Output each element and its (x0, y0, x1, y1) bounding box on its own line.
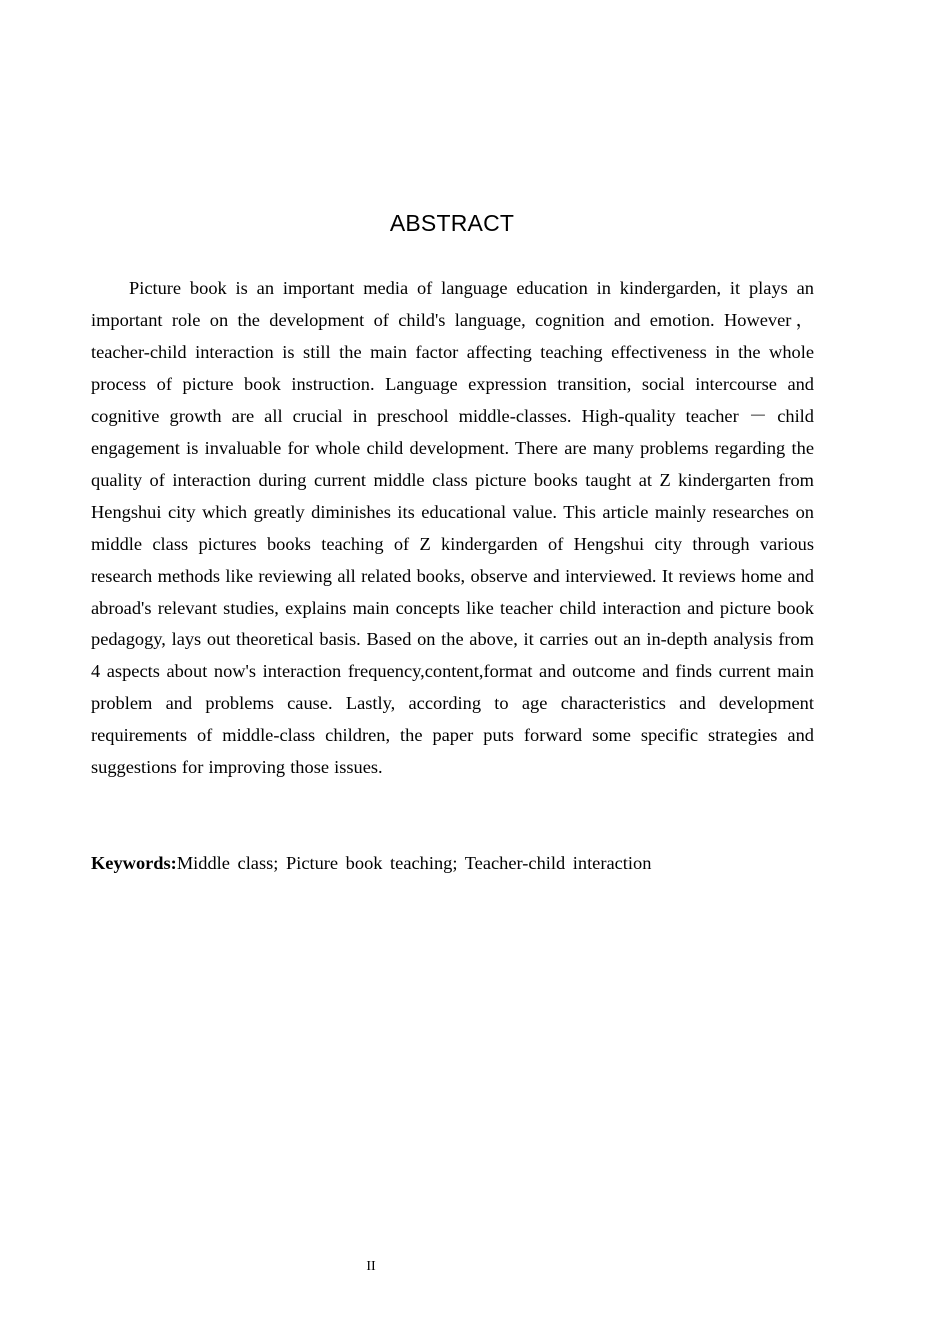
keywords-label: Keywords: (91, 853, 177, 873)
abstract-body: Picture book is an important media of language education in kindergarden, it plays an important role on the development of child's language, cognition and emotion. However， teacher-child interaction is still the main factor affecting teaching effectiveness in the whole process of picture book instruction. Language expression transition, social intercourse and cognitive growth are all crucial in preschool middle-classes. High-quality teacher － child engagement is invaluable for whole child development. There are many problems regarding the quality of interaction during current middle class picture books taught at Z kindergarten from Hengshui city which greatly diminishes its educational value. This article mainly researches on middle class pictures books teaching of Z kindergarden of Hengshui city through various research methods like reviewing all related books, observe and interviewed. It reviews home and abroad's relevant studies, explains main concepts like teacher child interaction and picture book pedagogy, lays out theoretical basis. Based on the above, it carries out an in-depth analysis from 4 aspects about now's interaction frequency,content,format and outcome and finds current main problem and problems cause. Lastly, according to age characteristics and development requirements of middle-class children, the paper puts forward some specific strategies and suggestions for improving those issues. (91, 278, 814, 778)
keywords-text: Middle class; Picture book teaching; Teacher-child interaction (176, 853, 652, 873)
page-number: II (366, 1259, 376, 1274)
abstract-heading: ABSTRACT (389, 210, 515, 236)
keywords-line (91, 848, 814, 880)
